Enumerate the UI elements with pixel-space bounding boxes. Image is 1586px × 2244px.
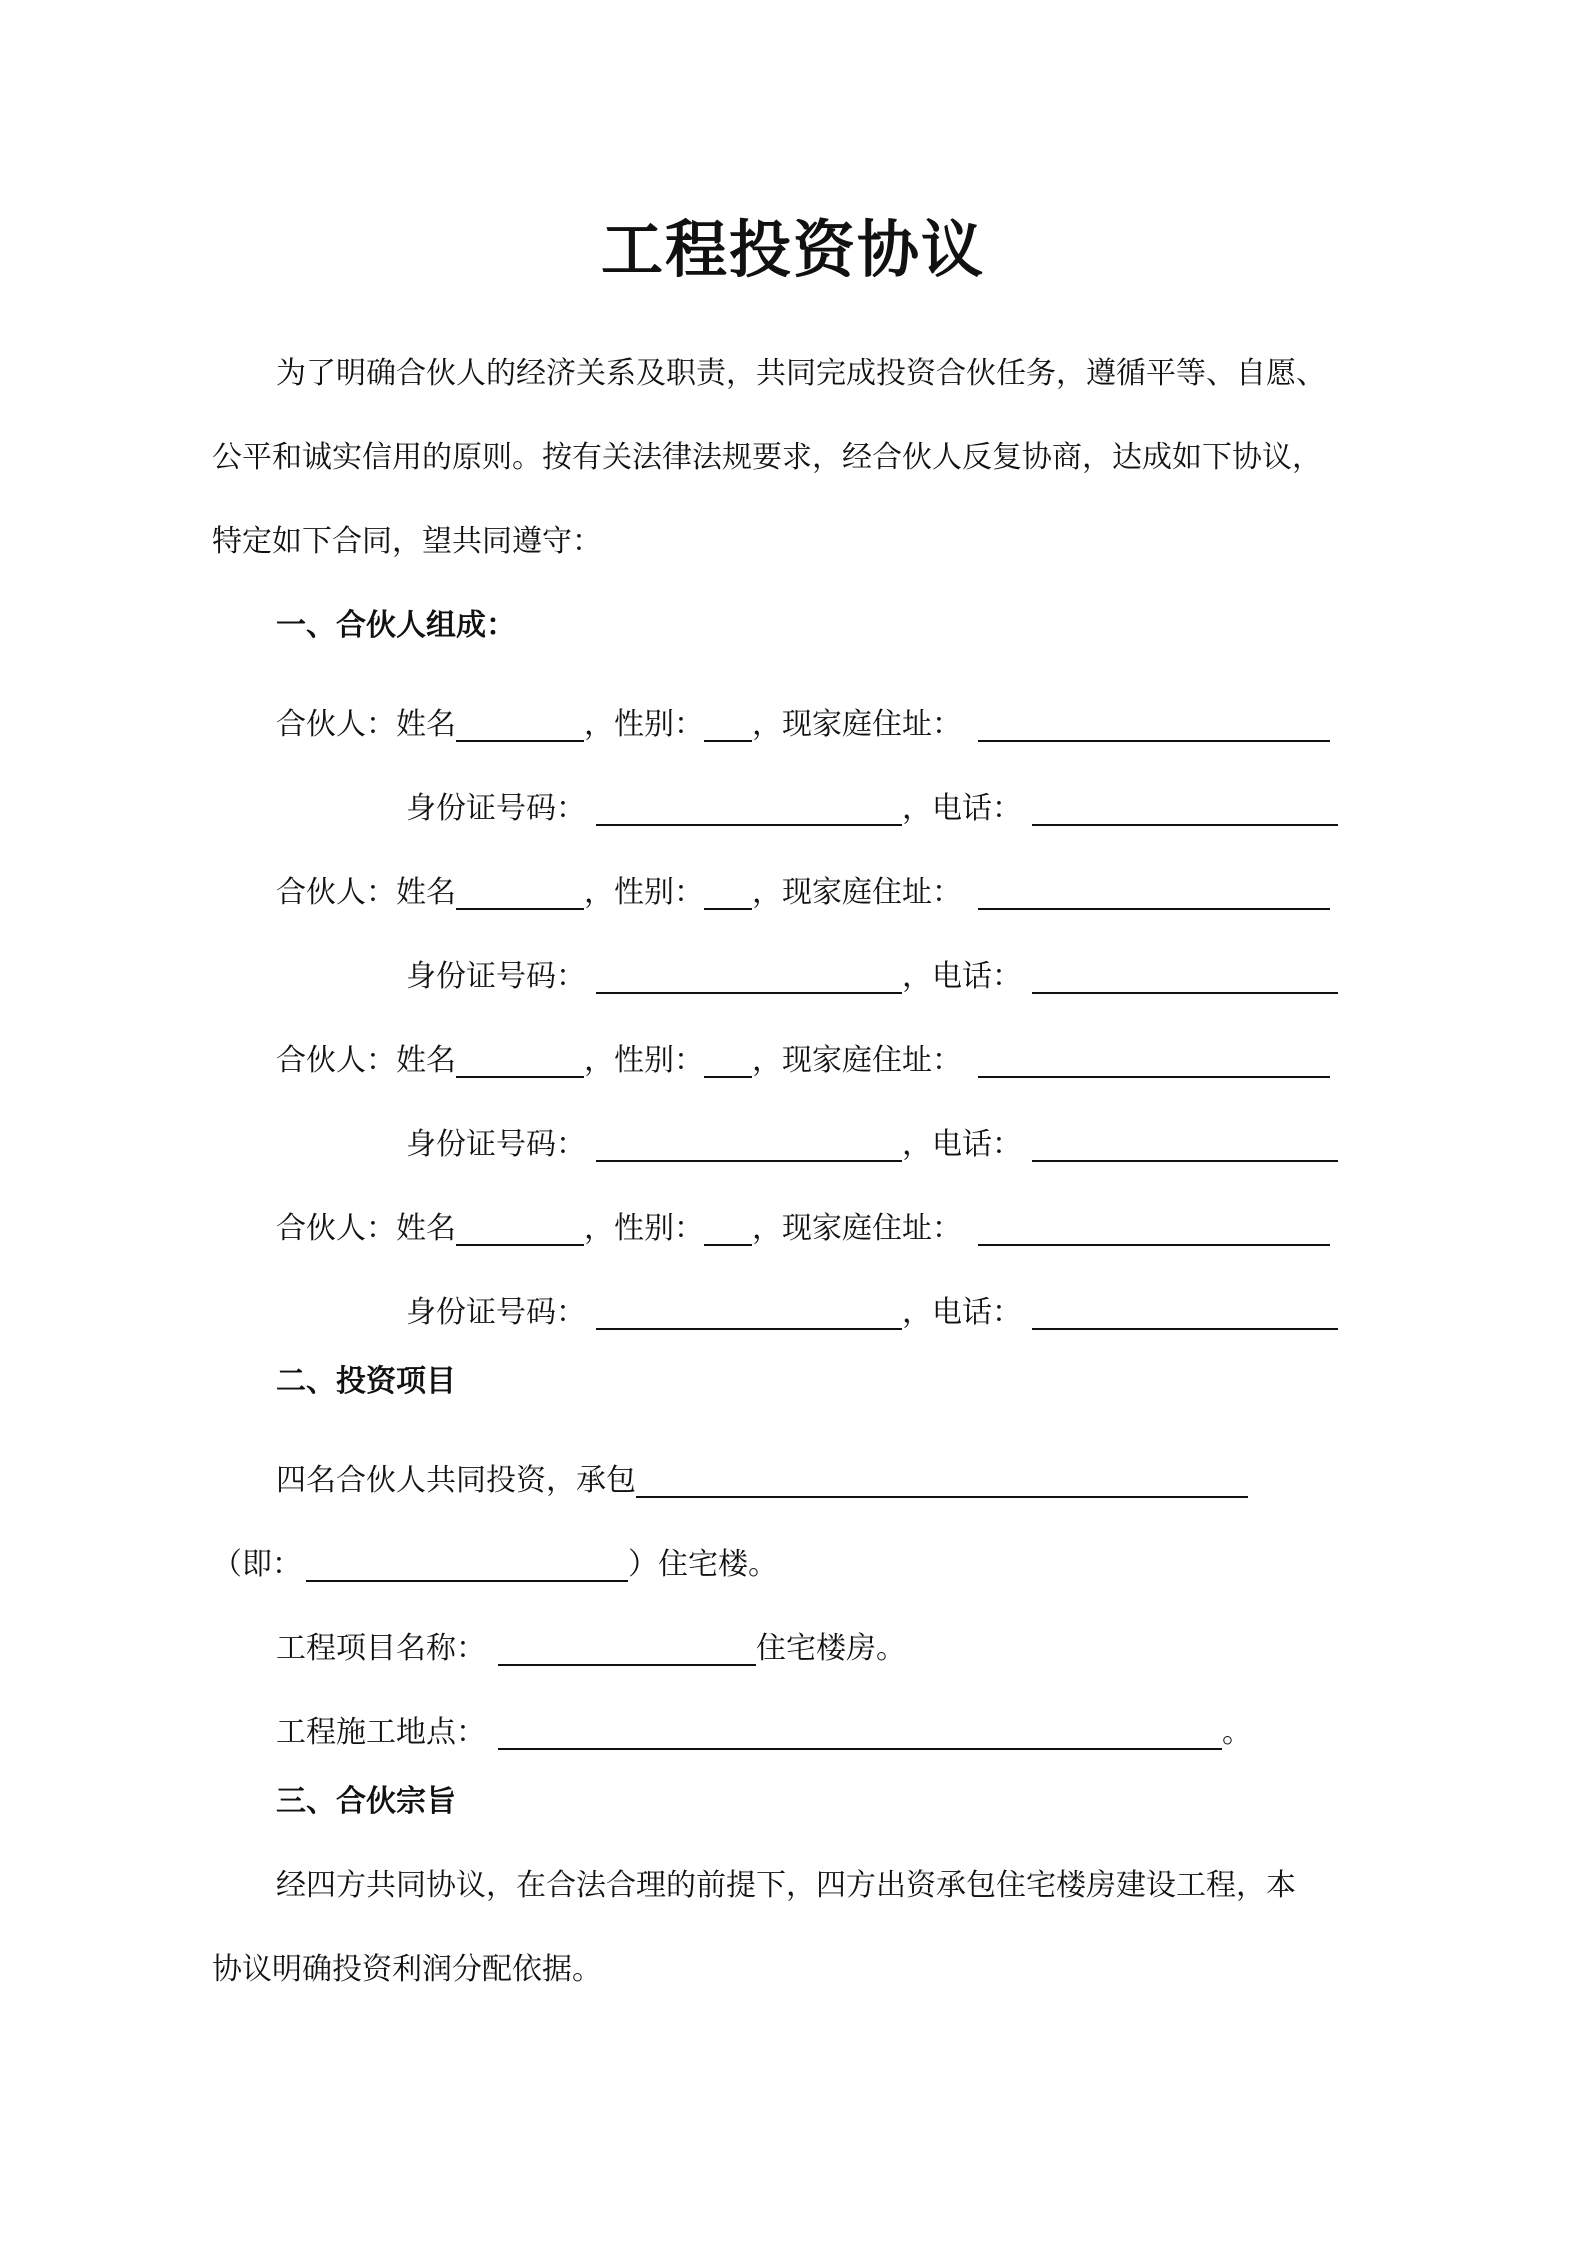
id-blank[interactable]: [596, 948, 902, 994]
name-blank[interactable]: [456, 696, 584, 742]
address-label: ，现家庭住址：: [752, 1043, 962, 1078]
phone-blank[interactable]: [1032, 948, 1338, 994]
intro-line-3: 特定如下合同，望共同遵守：: [212, 524, 602, 559]
site-label: 工程施工地点：: [276, 1715, 486, 1750]
id-blank[interactable]: [596, 1116, 902, 1162]
document-title: 工程投资协议: [600, 213, 985, 286]
project-name-blank[interactable]: [498, 1620, 756, 1666]
gender-label: ，性别：: [584, 1043, 704, 1078]
address-label: ，现家庭住址：: [752, 875, 962, 910]
site-blank[interactable]: [498, 1704, 1222, 1750]
id-label: 身份证号码：: [406, 959, 586, 994]
gender-blank[interactable]: [704, 1032, 752, 1078]
site-line: [276, 1696, 1252, 1750]
partner-row: [276, 1192, 1330, 1246]
partner-id-row: [406, 1276, 1338, 1330]
partner-id-row: [406, 1108, 1338, 1162]
contract-blank[interactable]: [636, 1452, 1248, 1498]
gender-label: ，性别：: [584, 875, 704, 910]
section1-heading: 一、合伙人组成：: [276, 608, 516, 643]
partner-label: 合伙人：: [276, 1043, 396, 1078]
project-name-label: 工程项目名称：: [276, 1631, 486, 1666]
name-label: 姓名: [396, 1211, 456, 1246]
site-suffix: 。: [1222, 1715, 1252, 1750]
partner-label: 合伙人：: [276, 875, 396, 910]
address-label: ，现家庭住址：: [752, 707, 962, 742]
investment-text: 四名合伙人共同投资，承包: [276, 1463, 636, 1498]
phone-blank[interactable]: [1032, 1284, 1338, 1330]
name-label: 姓名: [396, 707, 456, 742]
partner-row: [276, 856, 1330, 910]
building-line: [212, 1528, 778, 1582]
investment-line: [276, 1444, 1248, 1498]
gender-blank[interactable]: [704, 696, 752, 742]
id-label: 身份证号码：: [406, 791, 586, 826]
intro-line-2: 公平和诚实信用的原则。按有关法律法规要求，经合伙人反复协商，达成如下协议，: [212, 440, 1322, 475]
phone-label: ，电话：: [902, 791, 1022, 826]
gender-blank[interactable]: [704, 864, 752, 910]
id-label: 身份证号码：: [406, 1127, 586, 1162]
phone-blank[interactable]: [1032, 1116, 1338, 1162]
building-open: （即：: [212, 1547, 302, 1582]
partner-label: 合伙人：: [276, 707, 396, 742]
name-label: 姓名: [396, 1043, 456, 1078]
id-blank[interactable]: [596, 1284, 902, 1330]
section2-heading: 二、投资项目: [276, 1364, 456, 1399]
phone-label: ，电话：: [902, 1295, 1022, 1330]
phone-label: ，电话：: [902, 959, 1022, 994]
partner-row: [276, 688, 1330, 742]
name-blank[interactable]: [456, 1200, 584, 1246]
id-blank[interactable]: [596, 780, 902, 826]
building-close: ）住宅楼。: [628, 1547, 778, 1582]
project-name-suffix: 住宅楼房。: [756, 1631, 906, 1666]
address-blank[interactable]: [978, 1032, 1330, 1078]
building-blank[interactable]: [306, 1536, 628, 1582]
gender-blank[interactable]: [704, 1200, 752, 1246]
phone-label: ，电话：: [902, 1127, 1022, 1162]
name-label: 姓名: [396, 875, 456, 910]
address-label: ，现家庭住址：: [752, 1211, 962, 1246]
address-blank[interactable]: [978, 696, 1330, 742]
name-blank[interactable]: [456, 1032, 584, 1078]
intro-line-1: 为了明确合伙人的经济关系及职责，共同完成投资合伙任务，遵循平等、自愿、: [276, 356, 1326, 391]
address-blank[interactable]: [978, 1200, 1330, 1246]
gender-label: ，性别：: [584, 707, 704, 742]
partner-id-row: [406, 940, 1338, 994]
name-blank[interactable]: [456, 864, 584, 910]
partner-label: 合伙人：: [276, 1211, 396, 1246]
project-name-line: [276, 1612, 906, 1666]
gender-label: ，性别：: [584, 1211, 704, 1246]
section3-heading: 三、合伙宗旨: [276, 1784, 456, 1819]
address-blank[interactable]: [978, 864, 1330, 910]
partner-id-row: [406, 772, 1338, 826]
id-label: 身份证号码：: [406, 1295, 586, 1330]
partner-row: [276, 1024, 1330, 1078]
purpose-line-2: 协议明确投资利润分配依据。: [212, 1952, 602, 1987]
phone-blank[interactable]: [1032, 780, 1338, 826]
purpose-line-1: 经四方共同协议，在合法合理的前提下，四方出资承包住宅楼房建设工程，本: [276, 1868, 1296, 1903]
